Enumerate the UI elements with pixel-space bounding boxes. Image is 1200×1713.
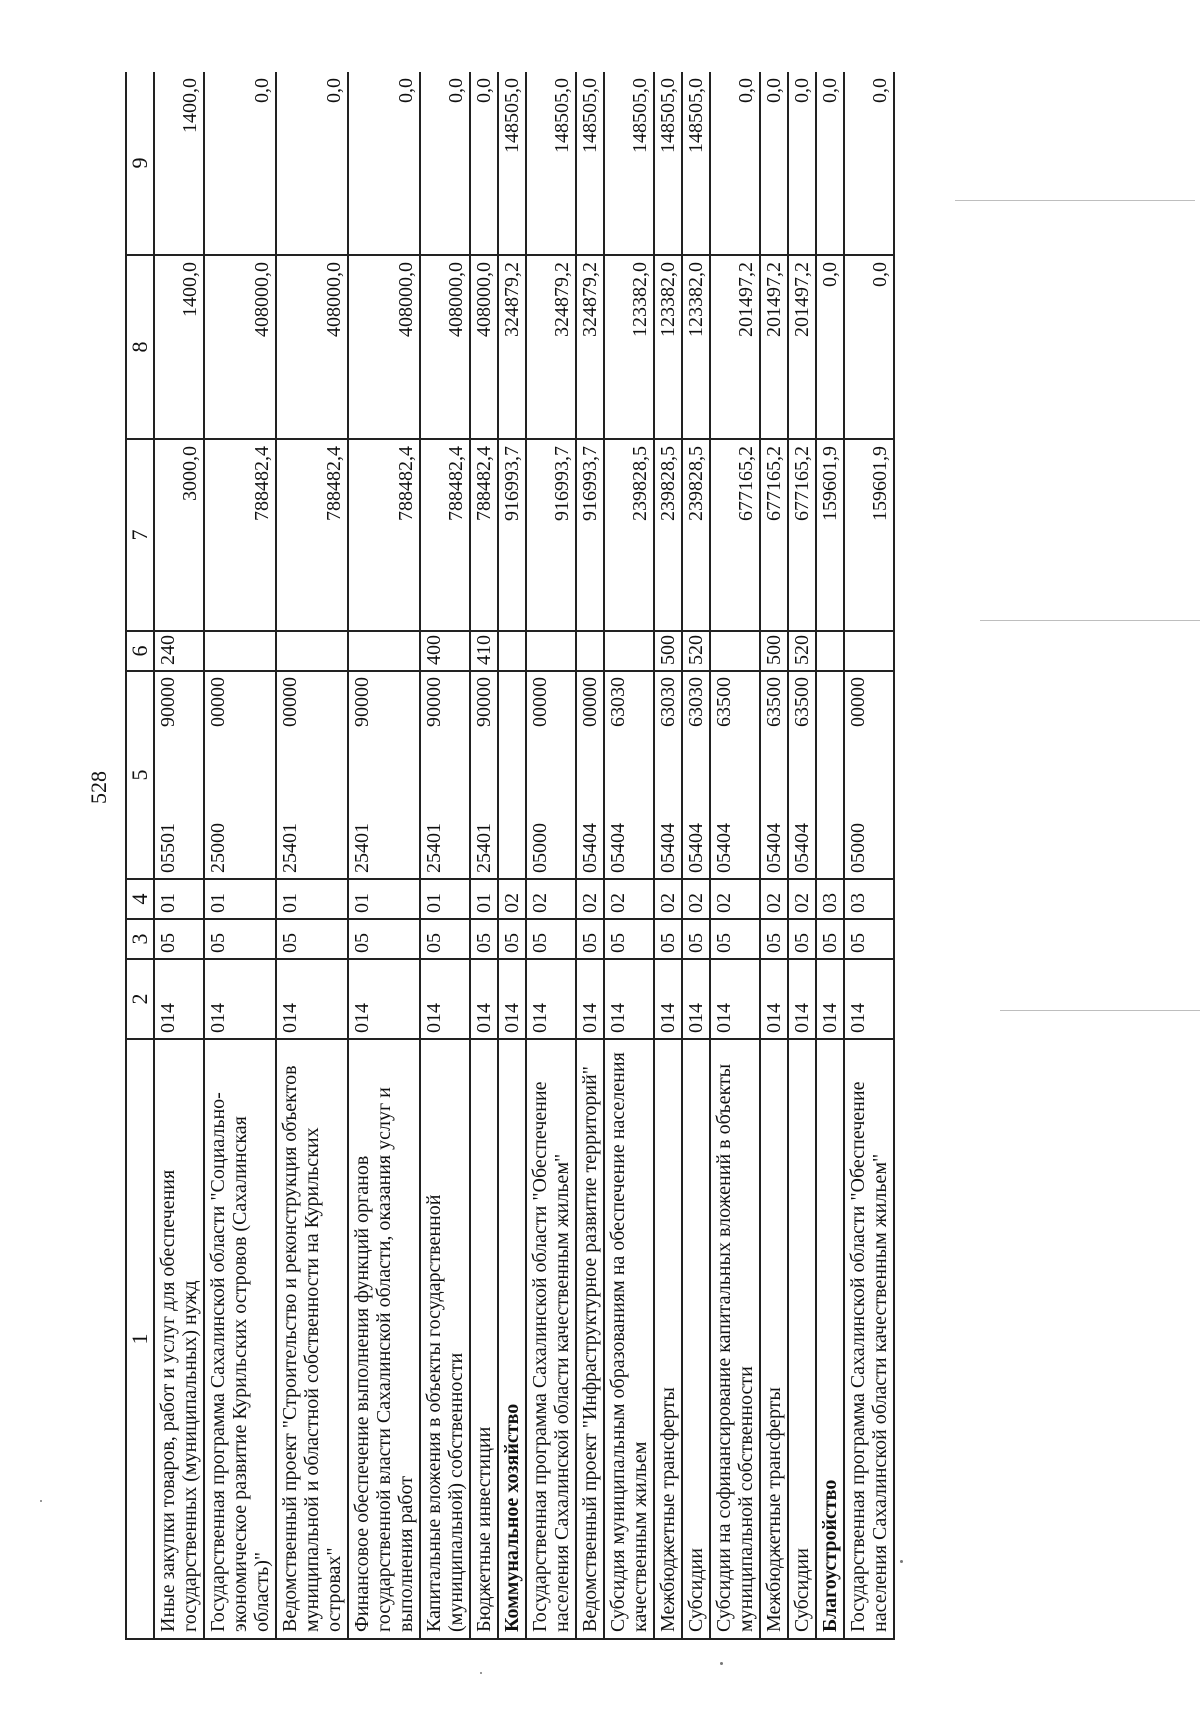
section-code: 05 [604,919,654,959]
row-description: Субсидии на софинансирование капитальных вложений в объекты муниципальной собственности [710,1039,760,1639]
expense-type-code [576,631,604,671]
amount-col-7: 3000,0 [154,439,204,631]
target-article-pair [349,672,375,878]
amount-col-8: 408000,0 [470,255,498,439]
target-article-program: 05404 [685,823,707,873]
target-article-direction: 00000 [579,677,601,727]
amount-col-7: 239828,5 [654,439,682,631]
amount-col-9: 0,0 [348,72,420,255]
header-col-6: 6 [126,631,154,671]
target-article-direction: 63030 [657,677,679,727]
amount-col-8: 201497,2 [788,255,816,439]
table-body [154,72,894,1639]
amount-col-9: 0,0 [420,72,470,255]
amount-col-7: 788482,4 [276,439,348,631]
row-description: Бюджетные инвестиции [470,1039,498,1639]
subsection-code: 03 [816,879,844,919]
subsection-code: 03 [844,879,894,919]
target-article-program: 05000 [847,823,869,873]
expense-type-code [816,631,844,671]
target-article-cell [576,671,604,879]
subsection-code: 01 [204,879,276,919]
ministry-code: 014 [348,959,420,1039]
target-article-program: 05404 [791,823,813,873]
section-code: 05 [710,919,760,959]
amount-col-9: 0,0 [816,72,844,255]
amount-col-9: 148505,0 [682,72,710,255]
target-article-pair [471,672,497,878]
section-code: 05 [816,919,844,959]
row-description: Капитальные вложения в объекты государственной (муниципальной) собственности [420,1039,470,1639]
target-article-cell [654,671,682,879]
header-col-2: 2 [126,959,154,1039]
row-description: Субсидии [682,1039,710,1639]
target-article-program: 05404 [713,823,735,873]
target-article-direction: 63500 [791,677,813,727]
target-article-program: 05404 [607,823,629,873]
target-article-pair [527,672,553,878]
target-article-cell [526,671,576,879]
target-article-direction: 00000 [847,677,869,727]
target-article-program: 05501 [157,823,179,873]
expense-type-code [526,631,576,671]
expense-type-code [604,631,654,671]
ministry-code: 014 [682,959,710,1039]
rotated-sheet [125,72,1069,1640]
table-row [604,72,654,1639]
header-col-3: 3 [126,919,154,959]
amount-col-9: 148505,0 [526,72,576,255]
scanned-page [125,72,1069,1640]
amount-col-8: 201497,2 [710,255,760,439]
ministry-code: 014 [788,959,816,1039]
target-article-cell [816,671,844,879]
expense-type-code: 240 [154,631,204,671]
row-description: Государственная программа Сахалинской области "Обеспечение населения Сахалинской области качественным жильем" [526,1039,576,1639]
target-article-pair [499,672,503,878]
amount-col-9: 148505,0 [654,72,682,255]
target-article-program: 05404 [657,823,679,873]
target-article-cell [498,671,526,879]
row-description: Государственная программа Сахалинской области "Социально-экономическое развитие Курильских островов (Сахалинская область)" [204,1039,276,1639]
target-article-direction: 90000 [351,677,373,727]
target-article-pair [277,672,303,878]
row-description: Межбюджетные трансферты [760,1039,788,1639]
ministry-code: 014 [654,959,682,1039]
amount-col-9: 148505,0 [576,72,604,255]
amount-col-9: 148505,0 [498,72,526,255]
amount-col-7: 788482,4 [420,439,470,631]
row-description: Межбюджетные трансферты [654,1039,682,1639]
ministry-code: 014 [470,959,498,1039]
target-article-pair [817,672,821,878]
amount-col-9: 0,0 [276,72,348,255]
amount-col-8: 123382,0 [654,255,682,439]
table-row [420,72,470,1639]
subsection-code: 02 [498,879,526,919]
target-article-pair [789,672,815,878]
section-code: 05 [576,919,604,959]
section-code: 05 [348,919,420,959]
amount-col-9: 0,0 [204,72,276,255]
target-article-direction: 90000 [423,677,445,727]
target-article-cell [604,671,654,879]
subsection-code: 02 [654,879,682,919]
target-article-cell [154,671,204,879]
table-row [276,72,348,1639]
subsection-code: 01 [348,879,420,919]
expense-type-code: 410 [470,631,498,671]
target-article-program: 05404 [763,823,785,873]
target-article-direction: 63500 [713,677,735,727]
header-col-9: 9 [126,72,154,255]
subsection-code: 02 [788,879,816,919]
target-article-program: 05404 [579,823,601,873]
target-article-pair [761,672,787,878]
table-row [154,72,204,1639]
amount-col-7: 916993,7 [526,439,576,631]
target-article-pair [845,672,871,878]
target-article-cell [470,671,498,879]
row-description: Ведомственный проект "Инфраструктурное развитие территорий" [576,1039,604,1639]
amount-col-9: 1400,0 [154,72,204,255]
amount-col-7: 788482,4 [348,439,420,631]
target-article-pair [711,672,737,878]
ministry-code: 014 [154,959,204,1039]
header-col-5: 5 [126,671,154,879]
amount-col-7: 159601,9 [816,439,844,631]
target-article-direction: 00000 [529,677,551,727]
row-description: Ведомственный проект "Строительство и реконструкция объектов муниципальной и областной собственности на Курильских островах" [276,1039,348,1639]
amount-col-9: 0,0 [788,72,816,255]
target-article-cell [844,671,894,879]
row-description: Иные закупки товаров, работ и услуг для обеспечения государственных (муниципальных) нужд [154,1039,204,1639]
target-article-cell [760,671,788,879]
page-number: 528 [86,771,111,804]
amount-col-8: 324879,2 [576,255,604,439]
target-article-cell [788,671,816,879]
amount-col-8: 408000,0 [276,255,348,439]
section-code: 05 [654,919,682,959]
expense-type-code [204,631,276,671]
table-row [788,72,816,1639]
target-article-program: 25401 [279,823,301,873]
section-code: 05 [420,919,470,959]
ministry-code: 014 [816,959,844,1039]
section-code: 05 [526,919,576,959]
table-row [816,72,844,1639]
target-article-direction: 63500 [763,677,785,727]
row-description: Благоустройство [816,1039,844,1639]
table-row [654,72,682,1639]
subsection-code: 02 [682,879,710,919]
expense-type-code: 500 [654,631,682,671]
target-article-pair [683,672,709,878]
amount-col-9: 0,0 [844,72,894,255]
amount-col-9: 0,0 [760,72,788,255]
ministry-code: 014 [844,959,894,1039]
table-row [682,72,710,1639]
ministry-code: 014 [576,959,604,1039]
target-article-program: 25401 [423,823,445,873]
row-description: Коммунальное хозяйство [498,1039,526,1639]
table-row [710,72,760,1639]
target-article-direction: 63030 [685,677,707,727]
target-article-pair [605,672,631,878]
expense-type-code [348,631,420,671]
expense-type-code [276,631,348,671]
subsection-code: 01 [420,879,470,919]
section-code: 05 [844,919,894,959]
ministry-code: 014 [710,959,760,1039]
table-row [348,72,420,1639]
section-code: 05 [154,919,204,959]
amount-col-8: 408000,0 [348,255,420,439]
ministry-code: 014 [498,959,526,1039]
expense-type-code: 400 [420,631,470,671]
section-code: 05 [788,919,816,959]
ministry-code: 014 [204,959,276,1039]
row-description: Финансовое обеспечение выполнения функций органов государственной власти Сахалинской области, оказания услуг и выполнения работ [348,1039,420,1639]
amount-col-8: 324879,2 [526,255,576,439]
amount-col-7: 916993,7 [576,439,604,631]
target-article-pair [577,672,603,878]
table-row [844,72,894,1639]
table-row [498,72,526,1639]
section-code: 05 [276,919,348,959]
subsection-code: 02 [604,879,654,919]
target-article-program: 25401 [473,823,495,873]
target-article-direction: 63030 [607,677,629,727]
ministry-code: 014 [420,959,470,1039]
ministry-code: 014 [760,959,788,1039]
amount-col-8: 1400,0 [154,255,204,439]
subsection-code: 02 [526,879,576,919]
target-article-cell [420,671,470,879]
amount-col-9: 148505,0 [604,72,654,255]
ministry-code: 014 [604,959,654,1039]
target-article-direction: 00000 [279,677,301,727]
amount-col-7: 677165,2 [788,439,816,631]
budget-table [125,72,895,1640]
table-row [526,72,576,1639]
amount-col-8: 123382,0 [604,255,654,439]
target-article-direction: 90000 [157,677,179,727]
target-article-program: 05000 [529,823,551,873]
target-article-direction: 90000 [473,677,495,727]
subsection-code: 01 [154,879,204,919]
header-row [126,72,154,1639]
table-row [470,72,498,1639]
expense-type-code: 520 [682,631,710,671]
amount-col-8: 408000,0 [204,255,276,439]
amount-col-8: 123382,0 [682,255,710,439]
amount-col-8: 0,0 [844,255,894,439]
target-article-cell [276,671,348,879]
target-article-pair [205,672,231,878]
ministry-code: 014 [276,959,348,1039]
amount-col-9: 0,0 [470,72,498,255]
expense-type-code [710,631,760,671]
amount-col-8: 324879,2 [498,255,526,439]
subsection-code: 02 [760,879,788,919]
target-article-cell [682,671,710,879]
section-code: 05 [498,919,526,959]
amount-col-7: 916993,7 [498,439,526,631]
header-col-1: 1 [126,1039,154,1639]
table-row [760,72,788,1639]
expense-type-code: 520 [788,631,816,671]
table-row [576,72,604,1639]
subsection-code: 01 [276,879,348,919]
amount-col-7: 239828,5 [604,439,654,631]
row-description: Субсидии [788,1039,816,1639]
amount-col-7: 677165,2 [710,439,760,631]
row-description: Субсидия муниципальным образованиям на обеспечение населения качественным жильем [604,1039,654,1639]
expense-type-code [844,631,894,671]
section-code: 05 [470,919,498,959]
target-article-cell [204,671,276,879]
section-code: 05 [204,919,276,959]
amount-col-7: 159601,9 [844,439,894,631]
amount-col-8: 408000,0 [420,255,470,439]
header-col-8: 8 [126,255,154,439]
amount-col-7: 788482,4 [204,439,276,631]
amount-col-9: 0,0 [710,72,760,255]
amount-col-8: 0,0 [816,255,844,439]
target-article-cell [348,671,420,879]
header-col-4: 4 [126,879,154,919]
amount-col-7: 677165,2 [760,439,788,631]
header-col-7: 7 [126,439,154,631]
target-article-pair [655,672,681,878]
subsection-code: 01 [470,879,498,919]
target-article-direction: 00000 [207,677,229,727]
expense-type-code: 500 [760,631,788,671]
table-row [204,72,276,1639]
target-article-program: 25401 [351,823,373,873]
amount-col-8: 201497,2 [760,255,788,439]
subsection-code: 02 [576,879,604,919]
target-article-program: 25000 [207,823,229,873]
section-code: 05 [760,919,788,959]
target-article-pair [155,672,181,878]
amount-col-7: 239828,5 [682,439,710,631]
target-article-pair [421,672,447,878]
row-description: Государственная программа Сахалинской области "Обеспечение населения Сахалинской области качественным жильем" [844,1039,894,1639]
target-article-cell [710,671,760,879]
amount-col-7: 788482,4 [470,439,498,631]
ministry-code: 014 [526,959,576,1039]
expense-type-code [498,631,526,671]
section-code: 05 [682,919,710,959]
subsection-code: 02 [710,879,760,919]
